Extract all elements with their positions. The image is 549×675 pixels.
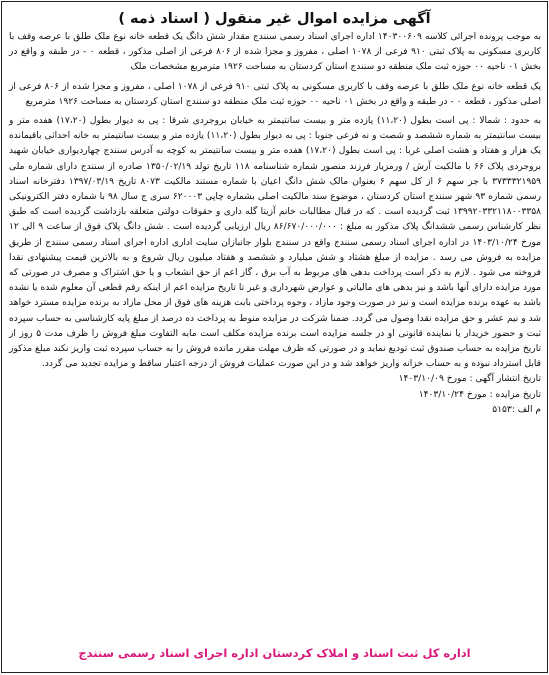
publish-date: تاریخ انتشار آگهی : مورخ ۱۴۰۳/۱۰/۰۹ xyxy=(398,374,541,385)
boundaries-and-terms: به حدود : شمالا : پی است بطول (۱۱،۲۰) یازده متر و بیست سانتیمتر به خیابان بروجردی شرقا : پی به دیوار بطول (۱۷،۲۰) هفده متر و بیست سانتیمتر به شماره ششصد و شصت و نه فرعی جنوبا : پی به دیوار بطول (۱۱،۲۰) یازده متر و بیست سانتیمتر به خانه احداثی باقیمانده یک هزار و هفتاد و هشت اصلی غربا : پی است بطول (۱۷،۲۰) هفده متر و بیست سانتیمتر به کوچه به آدرس سنندج چهاردیواری خیابان شهید بروجردی پلاک ۶۶ با مالکیت آرش / ورمزیار فرزند منصور شماره شناسنامه ۱۱۸ تاریخ تولد ۱۳۵۰/۰۲/۱۹ صادره از سنندج دارای شماره ملی ۳۷۳۳۳۲۱۹۵۹ با جز سهم ۶ از کل سهم ۶ بعنوان مالک شش دانگ اعیان با شماره مستند مالکیت ۸۰۷۳ تاریخ ۱۳۹۷/۰۳/۱۹ دفترخانه اسناد رسمی شماره ۹۳ شهر سنندج استان کردستان ، موضوع سند مالکیت اصلی بشماره چاپی ۶۲۰۰۰۳ سری ج سال ۹۸ با شماره دفتر الکترونیکی ۱۳۹۹۲۰۳۳۲۱۱۸۰۰۳۳۵۸ ثبت گردیده است . که در قبال مطالبات خانم آزیتا گله داری و حقوقات دولتی متعلقه بازداشت گردیده است که طبق نظر کارشناس رسمی ششدانگ پلاک مذکور به مبلغ : ۸۶/۶۷۰/۰۰۰/۰۰۰ ریال ارزیابی گردیده است . شش دانگ پلاک فوق از ساعت ۹ الی ۱۲ مورخ ۱۴۰۳/۱۰/۲۴ در اداره اجرای اسناد رسمی سنندج واقع در سنندج بلوار جانبازان سایت اداری اداره اجرای اسناد رسمی سنندج از طریق مزایده به فروش می رسد . مزایده از مبلغ هشتاد و شش میلیارد و ششصد و هفتاد میلیون ریال شروع و به بالاترین قیمت پیشنهادی نقدا فروخته می شود . لازم به ذکر است پرداخت بدهی های مربوط به آب برق ، گاز اعم از حق انشعاب و یا حق اشتراک و مصرف در صورتی که مورد مزایده دارای آنها باشد و نیز بدهی های مالیاتی و عوارض شهرداری و غیر تا تاریخ مزایده اعم از اینکه رقم قطعی آن معلوم شده یا نشده باشد به عهده برنده مزایده است و نیز در صورت وجود مازاد ، وجوه پرداختی بابت هزینه های فوق از محل مازاد به برنده مزایده مسترد خواهد شد و نیم عشر و حق مزایده نقدا وصول می گردد. ضمنا شرکت در مزایده منوط به پرداخت ده درصد از مبلغ پایه کارشناسی به حساب سپرده ثبت و حضور خریدار یا نماینده قانونی او در جلسه مزایده است برنده مزایده مکلف است مابه التفاوت مبلغ فروش را ظرف مدت ۵ روز از تاریخ مزایده به حساب صندوق ثبت تودیع نماید و در صورتی که ظرف مهلت مقرر مانده فروش را به حساب سپرده ثبت واریز نکند مبلغ مذکور قابل استرداد نبوده و به حساب خزانه واریز خواهد شد و در این صورت عملیات فروش از درجه اعتبار ساقط و مزایده تجدید می گردد. xyxy=(9,116,542,370)
auction-date: تاریخ مزایده : مورخ ۱۴۰۳/۱۰/۲۴ xyxy=(418,389,541,400)
issuer-footer: اداره کل ثبت اسناد و املاک کردستان اداره اجرای اسناد رسمی سنندج xyxy=(78,646,471,660)
property-description: یک قطعه خانه نوع ملک طلق با عرصه وقف با کاربری مسکونی به پلاک ثبتی ۹۱۰ فرعی از ۱۰۷۸ اصلی ، مفروز و مجزا شده از ۸۰۶ فرعی از اصلی مذکور ، قطعه ۰ - در طبقه و واقع در بخش ۰۱ ناحیه ۰۰ حوزه ثبت ملک منطقه دو سنندج استان کردستان به مساحت ۱۹۲۶ مترمربع xyxy=(9,81,541,107)
notice-body xyxy=(2,30,547,418)
intro-paragraph: به موجب پرونده اجرائی کلاسه ۱۴۰۳۰۰۶۰۹ اداره اجرای اسناد رسمی سنندج مقدار شش دانگ یک قطعه خانه نوع ملک طلق با عرصه وقف با کاربری مسکونی به پلاک ثبتی ۹۱۰ فرعی از ۱۰۷۸ اصلی ، مفروز و مجزا شده از ۸۰۶ فرعی از اصلی مذکور ، قطعه ۰ - در طبقه و واقع در بخش ۰۱ ناحیه ۰۰ حوزه ثبت ملک منطقه دو سنندج استان کردستان به مساحت ۱۹۲۶ مترمربع مشخصات ملک xyxy=(9,32,541,73)
reference-code: م الف :۵۱۵۳ xyxy=(492,404,541,415)
auction-notice xyxy=(1,1,548,673)
notice-title: آگهی مزایده اموال غیر منقول ( اسناد ذمه ) xyxy=(118,11,431,27)
